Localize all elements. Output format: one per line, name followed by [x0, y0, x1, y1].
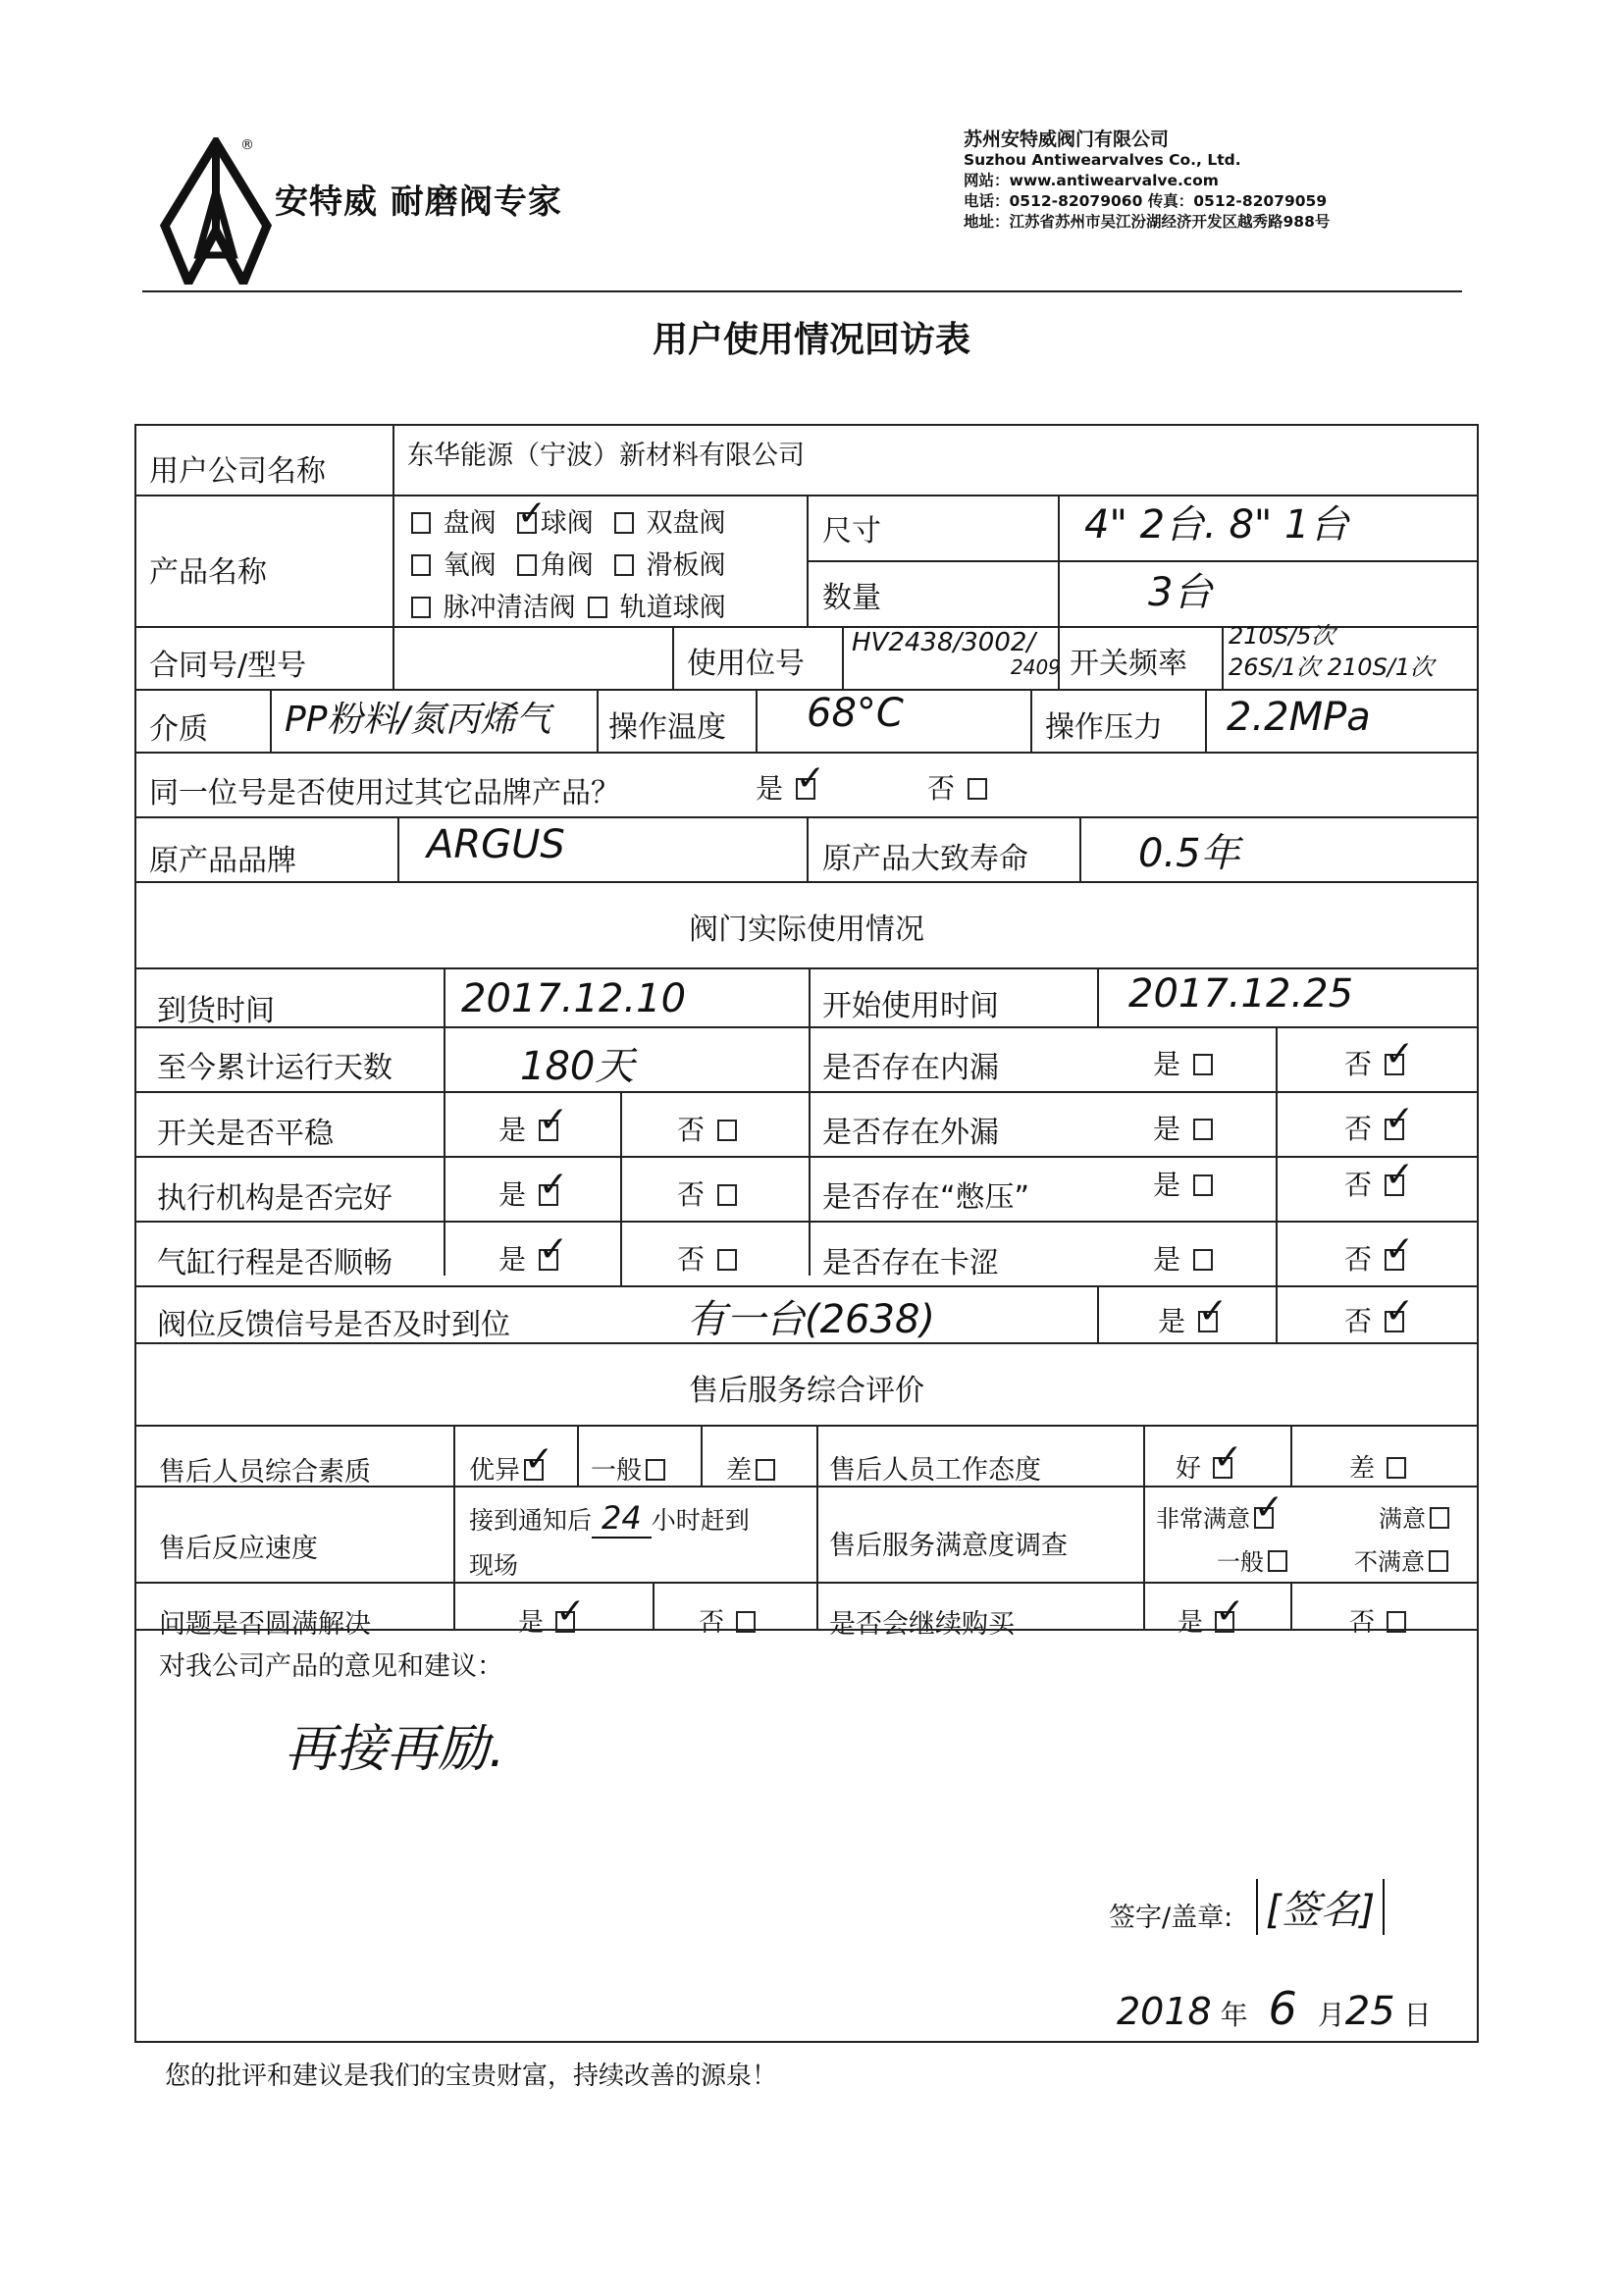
pressure-lock-label: 是否存在“憋压”: [822, 1180, 1030, 1215]
switch-frequency-value-1: 210S/5次: [1229, 622, 1335, 650]
product-option-double-disc[interactable]: 双盘阀: [610, 508, 726, 539]
company-slogan: 安特威 耐磨阀专家: [275, 183, 562, 222]
company-address: 地址：江苏省苏州市吴江汾湖经济开发区越秀路988号: [964, 213, 1331, 231]
rebuy-no[interactable]: 否: [1349, 1602, 1410, 1639]
quantity-label: 数量: [822, 581, 881, 615]
response-speed-text: 接到通知后 24 小时赶到: [469, 1499, 750, 1537]
original-brand-label: 原产品品牌: [149, 844, 296, 878]
resolved-label: 问题是否圆满解决: [159, 1609, 371, 1640]
operating-temp-value: 68°C: [807, 691, 904, 736]
sign-year: 2018: [1117, 1990, 1212, 2033]
response-speed-label: 售后反应速度: [159, 1534, 318, 1564]
response-hours[interactable]: 24: [592, 1499, 652, 1539]
page-title: 用户使用情况回访表: [652, 320, 970, 360]
checkbox-icon[interactable]: [968, 778, 987, 800]
sticking-no[interactable]: 否 ✓: [1344, 1238, 1408, 1278]
service-section-heading: 售后服务综合评价: [689, 1374, 924, 1408]
signature-value[interactable]: [签名]: [1256, 1879, 1385, 1935]
staff-quality-poor[interactable]: 差: [726, 1450, 779, 1487]
internal-leak-yes[interactable]: 是: [1153, 1043, 1217, 1082]
company-name-en: Suzhou Antiwearvalves Co., Ltd.: [964, 151, 1241, 169]
other-brand-no[interactable]: 否: [927, 767, 991, 807]
operating-temp-label: 操作温度: [608, 710, 726, 745]
usage-section-heading: 阀门实际使用情况: [689, 913, 924, 947]
cylinder-stroke-label: 气缸行程是否顺畅: [157, 1246, 393, 1280]
feedback-signal-label: 阀位反馈信号是否及时到位: [157, 1308, 510, 1342]
external-leak-no[interactable]: 否 ✓: [1344, 1108, 1408, 1147]
product-option-angle[interactable]: 角阀: [513, 550, 594, 581]
switch-frequency-value-2: 26S/1次 210S/1次: [1229, 653, 1435, 681]
actuator-intact-no[interactable]: 否: [677, 1174, 741, 1213]
original-life-label: 原产品大致寿命: [822, 842, 1028, 876]
staff-quality-average[interactable]: 一般: [591, 1450, 669, 1487]
contract-value: [402, 633, 667, 682]
start-use-label: 开始使用时间: [822, 989, 999, 1023]
staff-quality-label: 售后人员综合素质: [159, 1457, 371, 1487]
medium-label: 介质: [149, 712, 208, 747]
internal-leak-no[interactable]: 否 ✓: [1344, 1043, 1408, 1082]
other-brand-yes[interactable]: 是 ✓: [756, 767, 819, 807]
position-value: HV2438/3002/: [852, 628, 1036, 657]
cylinder-stroke-no[interactable]: 否: [677, 1238, 741, 1278]
company-website: 网站：www.antiwearvalve.com: [964, 172, 1219, 189]
company-logo-icon: [157, 137, 275, 285]
position-label: 使用位号: [687, 647, 805, 681]
product-options: [407, 502, 726, 629]
start-use-value: 2017.12.25: [1128, 971, 1354, 1017]
external-leak-label: 是否存在外漏: [822, 1116, 999, 1150]
signature-label: 签字/盖章:: [1109, 1903, 1233, 1933]
operating-pressure-label: 操作压力: [1045, 710, 1163, 745]
feedback-signal-yes[interactable]: 是 ✓: [1158, 1300, 1222, 1339]
switch-frequency-label: 开关频率: [1070, 647, 1187, 681]
customer-value: 东华能源（宁波）新材料有限公司: [407, 441, 805, 471]
comments-label: 对我公司产品的意见和建议：: [159, 1651, 503, 1682]
sticking-label: 是否存在卡涩: [822, 1246, 999, 1280]
satisfaction-label: 售后服务满意度调查: [829, 1531, 1068, 1561]
cylinder-stroke-yes[interactable]: 是 ✓: [498, 1238, 562, 1278]
sign-date: 2018 年 6 月25 日: [1117, 1982, 1432, 2035]
satisfaction-very[interactable]: 非常满意 ✓: [1156, 1499, 1278, 1534]
product-label: 产品名称: [149, 555, 267, 590]
original-brand-value: ARGUS: [427, 822, 565, 867]
running-days-value: 180天: [520, 1044, 635, 1089]
rebuy-yes[interactable]: 是 ✓: [1178, 1602, 1238, 1639]
original-life-value: 0.5年: [1138, 831, 1240, 876]
company-info: [964, 130, 1330, 233]
product-option-slide[interactable]: 滑板阀: [610, 550, 726, 581]
actuator-intact-label: 执行机构是否完好: [157, 1181, 393, 1216]
product-option-oxygen[interactable]: 氧阀: [407, 550, 497, 581]
running-days-label: 至今累计运行天数: [157, 1051, 393, 1085]
comments-value[interactable]: 再接再励.: [285, 1720, 505, 1779]
sign-day: 25: [1344, 1989, 1395, 2034]
resolved-no[interactable]: 否: [699, 1602, 759, 1639]
arrival-label: 到货时间: [157, 994, 275, 1028]
rebuy-label: 是否会继续购买: [829, 1609, 1015, 1640]
work-attitude-label: 售后人员工作态度: [829, 1455, 1041, 1486]
feedback-signal-note: 有一台(2638): [687, 1297, 936, 1342]
company-name-cn: 苏州安特威阀门有限公司: [964, 129, 1170, 150]
satisfaction-satisfied[interactable]: 满意: [1379, 1499, 1453, 1534]
pressure-lock-yes[interactable]: 是: [1153, 1164, 1217, 1203]
smooth-switch-yes[interactable]: 是 ✓: [498, 1109, 562, 1148]
smooth-switch-label: 开关是否平稳: [157, 1117, 334, 1151]
size-label: 尺寸: [822, 514, 881, 548]
smooth-switch-no[interactable]: 否: [677, 1109, 741, 1148]
position-value-2: 2409: [1011, 655, 1061, 679]
medium-value: PP粉料/氮丙烯气: [285, 700, 551, 740]
arrival-value: 2017.12.10: [461, 976, 687, 1021]
footer-note: 您的批评和建议是我们的宝贵财富，持续改善的源泉！: [165, 2061, 778, 2091]
internal-leak-label: 是否存在内漏: [822, 1051, 999, 1085]
product-option-orbital[interactable]: 轨道球阀: [584, 593, 726, 623]
size-value: 4" 2台. 8" 1台: [1084, 502, 1349, 548]
product-option-ball[interactable]: ✓ 球阀: [513, 508, 594, 539]
company-phone-fax: 电话：0512-82079060 传真：0512-82079059: [964, 192, 1328, 210]
staff-quality-excellent[interactable]: 优异 ✓: [469, 1450, 548, 1487]
feedback-signal-no[interactable]: 否 ✓: [1344, 1300, 1408, 1339]
customer-label: 用户公司名称: [149, 454, 326, 489]
satisfaction-unsatisfied[interactable]: 不满意: [1354, 1542, 1452, 1577]
contract-label: 合同号/型号: [149, 649, 307, 683]
work-attitude-good[interactable]: 好 ✓: [1176, 1448, 1236, 1485]
pressure-lock-no[interactable]: 否 ✓: [1344, 1164, 1408, 1203]
sign-month: 6: [1268, 1982, 1297, 2035]
registered-mark: ®: [240, 137, 254, 153]
operating-pressure-value: 2.2MPa: [1227, 695, 1371, 740]
header-divider: [142, 290, 1462, 292]
other-brand-question: 同一位号是否使用过其它品牌产品？: [149, 776, 620, 810]
actuator-intact-yes[interactable]: 是 ✓: [498, 1174, 562, 1213]
external-leak-yes[interactable]: 是: [1153, 1108, 1217, 1147]
quantity-value: 3台: [1148, 570, 1213, 615]
satisfaction-average[interactable]: 一般: [1217, 1542, 1291, 1577]
product-option-pan[interactable]: 盘阀: [407, 508, 497, 539]
sticking-yes[interactable]: 是: [1153, 1238, 1217, 1278]
checkbox-checked-icon[interactable]: [796, 778, 815, 800]
work-attitude-poor[interactable]: 差: [1349, 1448, 1410, 1485]
response-speed-text-2: 现场: [469, 1551, 519, 1580]
resolved-yes[interactable]: 是 ✓: [518, 1602, 579, 1639]
product-option-pulse[interactable]: 脉冲清洁阀: [407, 593, 576, 623]
